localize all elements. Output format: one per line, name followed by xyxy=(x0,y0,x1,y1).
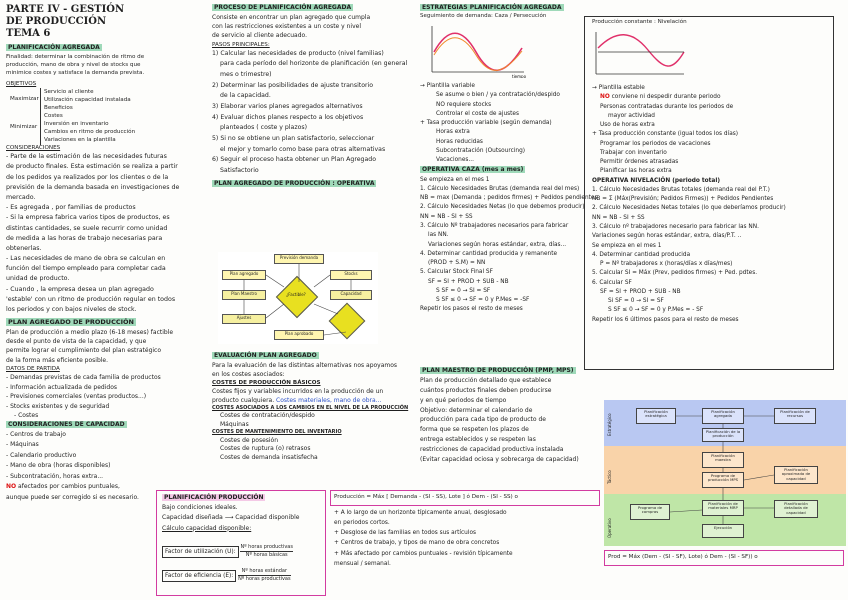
text-line: función del tiempo empleado para completar cada xyxy=(6,265,166,273)
list-item: 5) Si no se obtiene un plan satisfactorio, seleccionar xyxy=(212,134,375,142)
text-line: SF = SI + PROD + SUB - NB xyxy=(428,278,509,285)
text-line: 6. Calcular SF xyxy=(592,279,632,286)
maximizar-label: Maximizar xyxy=(10,96,39,103)
text-line: 4. Determinar cantidad producida y remanente xyxy=(420,250,558,257)
text-line: afectados por cambios puntuales, xyxy=(18,483,120,491)
text-line: 1. Cálculo Necesidades Brutas totales (demanda real del P.T.) xyxy=(592,186,770,193)
text-line: forma que se respeten los plazos de xyxy=(420,426,529,434)
text-line: unidad de producto. xyxy=(6,275,70,283)
text-line: Bajo condiciones ideales. xyxy=(162,504,238,512)
text-line: con las restricciones existentes a un coste y nivel xyxy=(212,22,361,30)
hierarchy-diagram xyxy=(604,400,846,546)
column-4-body xyxy=(592,84,786,325)
text-line: Para la evaluación de las distintas alternativas nos apoyamos xyxy=(212,361,398,369)
text-line: Consiste en encontrar un plan agregado que cumpla xyxy=(212,13,371,21)
text-line: Si SF = 0 → SI = SF xyxy=(608,298,664,305)
text-line: Repetir los pasos el resto de meses xyxy=(420,306,523,313)
text-line: Capacidad disponible xyxy=(235,514,300,522)
section-heading-plan-agregado: PLAN AGREGADO DE PRODUCCIÓN xyxy=(8,318,134,327)
text-line: → Plantilla variable xyxy=(420,83,475,89)
text-line: Costes de posesión xyxy=(220,436,279,444)
text-line: Se asume o bien / ya contratación/despido xyxy=(436,92,560,99)
factor2-label: Factor de eficiencia (E): xyxy=(162,570,236,582)
text-line: y en qué periodos de tiempo xyxy=(420,396,507,404)
text-line: Repetir los 6 últimos pasos para el resto de meses xyxy=(592,316,739,323)
factor1-numerator: Nº horas productivas xyxy=(240,544,292,552)
text-line: Se empieza en el mes 1 xyxy=(592,242,662,249)
section-heading-capacidad: CONSIDERACIONES DE CAPACIDAD xyxy=(8,420,125,428)
section-heading-estrategias: ESTRATEGIAS PLANIFICACIÓN AGREGADA xyxy=(422,4,562,11)
text-line: mayor actividad xyxy=(608,112,655,119)
list-item: planteados ( coste y plazos) xyxy=(220,124,308,132)
flow-node: Plan agregado xyxy=(222,270,266,280)
flow-node: Planificación aproximada de capacidad xyxy=(774,466,818,484)
text-line: Subcontratación (Outsourcing) xyxy=(436,147,526,154)
hierarchy-connectors xyxy=(604,400,846,546)
text-line: en los costes asociados: xyxy=(212,370,285,378)
list-item: el mejor y tomarlo como base para otras alternativas xyxy=(220,145,386,153)
list-item: Costes xyxy=(44,113,63,120)
band-label: Estratégico xyxy=(607,413,612,436)
list-item: - Máquinas xyxy=(6,441,39,449)
text-line: SF = SI + PROD + SUB - NB xyxy=(600,288,681,295)
text-line: + Tasa producción constante (igual todos los días) xyxy=(592,131,739,138)
band-label: Operativo xyxy=(607,518,612,538)
nivelacion-title: Producción constante : Nivelación xyxy=(592,19,687,25)
formula-text: Prod = Máx (Dem - (SI - SF), Lote) ó Dem - (SI - SF)) o xyxy=(608,554,758,560)
costes3-label: COSTES DE MANTENIMIENTO DEL INVENTARIO xyxy=(212,429,342,436)
factor1-denominator: Nº horas básicas xyxy=(245,552,288,559)
list-item: - Centros de trabajo xyxy=(6,430,66,438)
list-item: Utilización capacidad instalada xyxy=(44,97,131,104)
text-line: 1. Cálculo Necesidades Brutas (demanda real del mes) xyxy=(420,185,580,192)
text-line: NO requiere stocks xyxy=(436,101,492,108)
section-heading-pmp: PLAN MAESTRO DE PRODUCCIÓN (PMP, MPS) xyxy=(422,367,574,374)
column-2 xyxy=(212,4,407,188)
text-line: Planificar las horas extra xyxy=(600,168,672,175)
flow-node: Plan aprobado xyxy=(274,330,324,340)
datos-label: DATOS DE PARTIDA xyxy=(6,365,60,372)
flow-node: Programa de producción MPS xyxy=(702,472,744,488)
text-line: restricciones de capacidad productiva instalada xyxy=(420,446,564,454)
text-line: entrega establecidos y se respeten las xyxy=(420,436,536,444)
text-line: Programar los periodos de vacaciones xyxy=(600,140,711,147)
text-line: 2. Cálculo Necesidades Netas (lo que debemos producir) xyxy=(420,204,585,211)
text-line: + Centros de trabajo, y tipos de mano de obra concretos xyxy=(334,540,500,547)
list-item: - Información actualizada de pedidos xyxy=(6,383,118,391)
list-item: - Mano de obra (horas disponibles) xyxy=(6,462,111,470)
list-item: - Calendario productivo xyxy=(6,451,77,459)
list-item: Servicio al cliente xyxy=(44,89,94,96)
text-line: Plan de producción detallado que establece xyxy=(420,376,552,384)
text-line: Costes fijos y variables incurridos en la producción de un xyxy=(212,387,384,395)
no-label: NO xyxy=(600,94,610,101)
text-line: los periodos y con bajos niveles de stock. xyxy=(6,306,137,314)
list-item: 3) Elaborar varios planes agregados alternativos xyxy=(212,102,363,110)
section-heading-agregada: PLANIFICACIÓN AGREGADA xyxy=(8,44,100,51)
text-line: mercado. xyxy=(6,193,36,201)
text-line: 5. Calcular Stock Final SF xyxy=(420,269,493,276)
consideraciones-label: CONSIDERACIONES xyxy=(6,145,61,152)
text-line: Se empieza en el mes 1 xyxy=(420,176,490,183)
text-line: 3. Cálculo Nº trabajadores necesarios para fabricar xyxy=(420,222,569,229)
list-item: 1) Calcular las necesidades de producto (nivel familias) xyxy=(212,49,384,57)
flow-node: Planificación de recursos xyxy=(774,408,816,424)
text-line: desde el punto de vista de la capacidad, y que xyxy=(6,337,147,345)
text-line: - Si la empresa fabrica varios tipos de productos, es xyxy=(6,214,170,222)
text-line: 3. Cálculo nº trabajadores necesario para fabricar las NN. xyxy=(592,223,759,230)
text-line: + Tasa producción variable (según demanda) xyxy=(420,120,552,127)
list-item: de la capacidad. xyxy=(220,92,271,100)
section-heading-op-nivelacion: OPERATIVA NIVELACIÓN (periodo total) xyxy=(592,177,720,184)
list-item: Inversión en inventario xyxy=(44,121,109,128)
text-line: distintas cantidades, se suele recurrir como unidad xyxy=(6,224,168,232)
list-item: - Previsiones comerciales (ventas productos...) xyxy=(6,393,147,401)
text-line: Controlar el coste de ajustes xyxy=(436,110,519,117)
section-heading-pc: PLANIFICACIÓN PRODUCCIÓN xyxy=(164,494,264,501)
text-line: Uso de horas extra xyxy=(600,122,655,129)
text-line: Cálculo capacidad disponible: xyxy=(162,524,252,532)
factor-utilizacion xyxy=(162,544,293,560)
flow-node: Planificación maestra xyxy=(702,452,744,468)
flow-node: Previsión demanda xyxy=(274,254,324,264)
text-line: Plan de producción a medio plazo (6-18 meses) factible xyxy=(6,328,174,336)
text-line: Máquinas xyxy=(220,420,249,428)
factor1-label: Factor de utilización (U): xyxy=(162,546,239,558)
caza-graph xyxy=(428,22,528,78)
list-item: - Demandas previstas de cada familia de productos xyxy=(6,373,161,381)
no-label: NO xyxy=(6,483,17,491)
text-line: NB = max (Demanda ; pedidos firmes) + Pedidos pendientes xyxy=(420,195,598,202)
column-3 xyxy=(420,4,564,21)
flow-node: Planificación agregada xyxy=(702,408,744,424)
text-line: Trabajar con inventario xyxy=(600,149,667,156)
graph-axis-label: tiempo xyxy=(512,74,527,78)
text-line: producción para cada tipo de producto de xyxy=(420,416,546,424)
text-line: cuántos productos finales deben producirse xyxy=(420,386,552,394)
text-line: de servicio al cliente adecuado. xyxy=(212,32,308,40)
text-line: S SF ≤ 0 → SF = 0 y P.Mes = - SF xyxy=(608,307,704,314)
section-heading-evaluacion: EVALUACIÓN PLAN AGREGADO xyxy=(214,352,317,359)
produccion-notes xyxy=(334,508,513,569)
list-item: para cada período del horizonte de planificación (en general xyxy=(220,60,408,68)
text-line-blue: Costes materiales, mano de obra... xyxy=(276,396,382,404)
text-line: Costes de contratación/despido xyxy=(220,412,315,420)
text-line: en periodos cortos. xyxy=(334,520,390,527)
text-line: obtenerlas. xyxy=(6,244,42,252)
text-line: → Plantilla estable xyxy=(592,85,645,91)
pasos-label: PASOS PRINCIPALES: xyxy=(212,41,270,48)
column-2-lower xyxy=(212,352,408,463)
list-item: 6) Seguir el proceso hasta obtener un Plan Agregado xyxy=(212,156,376,164)
text-line: + A lo largo de un horizonte típicamente anual, desglosado xyxy=(334,510,507,516)
produccion-formula: Producción = Máx [ Demanda - (SI - SS), Lote ] ó Dem - (SI - SS) o xyxy=(334,494,518,500)
page-title: PARTE IV - GESTIÓN DE PRODUCCIÓN TEMA 6 xyxy=(6,4,125,39)
text-line: previsión de la demanda basada en investigaciones de xyxy=(6,183,180,191)
flow-node: Planificación de materiales MRP xyxy=(702,500,744,516)
text-line: + Más afectado por cambios puntuales - revisión típicamente xyxy=(334,550,513,557)
text-line: Personas contratadas durante los periodos de xyxy=(600,103,734,110)
text-line: Costes de demanda insatisfecha xyxy=(220,454,318,462)
flow-node: ¿Factible? xyxy=(286,292,306,297)
text-line: Horas extra xyxy=(436,129,470,136)
minimizar-label: Minimizar xyxy=(10,124,38,131)
factor-eficiencia xyxy=(162,568,291,584)
list-item: - Subcontratación, horas extra... xyxy=(6,472,104,480)
text-line: - Parte de la estimación de las necesidades futuras xyxy=(6,153,167,161)
text-line: permite lograr el cumplimiento del plan estratégico xyxy=(6,347,162,355)
operativa-diagram xyxy=(218,252,378,344)
list-item: - Costes xyxy=(14,412,39,420)
list-item: 2) Determinar las posibilidades de ajuste transitorio xyxy=(212,81,374,89)
list-item: Satisfactorio xyxy=(220,166,259,174)
flow-connectors xyxy=(218,252,378,344)
list-item: mes o trimestre) xyxy=(220,71,272,78)
flow-node: Plan Maestro xyxy=(222,290,266,300)
text-line: Variaciones según horas estándar, extra, días/P.T. .. xyxy=(592,233,742,240)
flow-node: Capacidad xyxy=(330,290,372,300)
planificacion-produccion: PLANIFICACIÓN PRODUCCIÓN Bajo condiciones ideales. Capacidad diseñada ⟶ Capacidad disponible Cálculo capacidad disponible: xyxy=(162,493,299,534)
text-line: de producto finales. Esta estimación se realiza a partir xyxy=(6,163,178,171)
band-label: Táctico xyxy=(607,470,612,484)
text-line: 4. Determinar cantidad producida xyxy=(592,251,691,258)
flow-node: Programa de compras xyxy=(630,504,670,520)
list-item: 4) Evaluar dichos planes respecto a los objetivos xyxy=(212,113,364,121)
text-line: + Desglose de las familias en todos sus artículos xyxy=(334,530,477,537)
text-line: conviene ni despedir durante periodo xyxy=(611,94,721,101)
column-1 xyxy=(6,4,179,503)
text-line: S SF = 0 → SI = SF xyxy=(436,287,491,294)
pmp-section xyxy=(420,366,579,465)
intro-line: Finalidad: determinar la combinación de ritmo de xyxy=(6,53,145,60)
objetivos-label: OBJETIVOS xyxy=(6,81,37,88)
flow-node: Planificación de la producción xyxy=(702,428,744,442)
text-line: NB = Σ (Máx(Previsión; Pedidos Firmes)) + Pedidos Pendientes xyxy=(592,196,774,203)
section-heading-proceso: PROCESO DE PLANIFICACIÓN AGREGADA xyxy=(214,4,352,11)
text-line: producto cualquiera. xyxy=(212,396,277,404)
intro-line: minimice costes y satisface la demanda prevista. xyxy=(6,69,145,76)
text-line: Permitir órdenes atrasadas xyxy=(600,159,679,166)
text-line: Objetivo: determinar el calendario de xyxy=(420,406,533,414)
list-item: - Stocks existentes y de seguridad xyxy=(6,402,110,410)
nivelacion-graph xyxy=(592,28,688,80)
text-line: de medida a las horas de trabajo necesarias para xyxy=(6,234,163,242)
text-line: Variaciones según horas estándar, extra, días... xyxy=(428,241,567,248)
intro-line: producción, mano de obra y nivel de stocks que xyxy=(6,61,141,68)
text-line: de los pedidos ya realizados por los clientes o de la xyxy=(6,173,169,181)
flow-node: Ejecución xyxy=(702,524,744,538)
seguimiento-label: Seguimiento de demanda: Caza / Persecución xyxy=(420,12,547,19)
text-line: (PROD + S.M) = NN xyxy=(428,260,486,267)
factor2-denominator: Nº horas productivas xyxy=(238,576,291,583)
text-line: - Cuando , la empresa desea un plan agregado xyxy=(6,285,154,293)
text-line: las NN. xyxy=(428,232,449,239)
costes2-label: COSTES ASOCIADOS A LOS CAMBIOS EN EL NIVEL DE LA PRODUCCIÓN xyxy=(212,404,409,411)
list-item: Variaciones en la plantilla xyxy=(44,137,116,144)
text-line: P = Nº trabajadores x (horas/días x días/mes) xyxy=(600,261,733,268)
text-line: 2. Cálculo Necesidades Netas totales (lo que deberíamos producir) xyxy=(592,205,786,212)
section-heading-operativa-caza: OPERATIVA CAZA (mes a mes) xyxy=(422,166,524,174)
text-line: 'estable' con un ritmo de producción regular en todos xyxy=(6,295,176,303)
text-line: 5. Calcular SI = Máx (Prev, pedidos firmes) + Ped. pdtes. xyxy=(592,270,758,277)
text-line: NN = NB - SI + SS xyxy=(592,214,645,221)
text-line: Capacidad diseñada xyxy=(162,514,223,522)
costes-label: COSTES DE PRODUCCIÓN BÁSICOS xyxy=(212,379,321,386)
text-line: - Es agregada , por familias de productos xyxy=(6,204,136,212)
text-line: - Las necesidades de mano de obra se calculan en xyxy=(6,255,166,263)
text-line: de la forma más eficiente posible. xyxy=(6,356,109,364)
text-line: Horas reducidas xyxy=(436,138,483,145)
text-line: aunque puede ser corregido si es necesario. xyxy=(6,493,139,501)
section-heading-operativa: PLAN AGREGADO DE PRODUCCIÓN : OPERATIVA xyxy=(214,179,375,187)
text-line: S SF ≤ 0 → SF = 0 y P.Mes = -SF xyxy=(436,297,530,304)
column-3-body xyxy=(420,82,598,315)
text-line: mensual / semanal. xyxy=(334,560,391,567)
factor2-numerator: Nº horas estándar xyxy=(238,568,290,576)
flow-node: Stocks xyxy=(330,270,372,280)
flow-node: Planificación detallada de capacidad xyxy=(774,500,818,518)
text-line: NN = NB - SI + SS xyxy=(420,213,473,220)
list-item: Cambios en ritmo de producción xyxy=(44,129,136,136)
flow-node: Ajustes xyxy=(222,314,266,324)
text-line: Vacaciones... xyxy=(436,157,474,164)
text-line: (Evitar capacidad ociosa y sobrecarga de capacidad) xyxy=(420,456,579,464)
list-item: Beneficios xyxy=(44,105,73,112)
flow-node: Planificación estratégica xyxy=(636,408,676,424)
text-line: Costes de ruptura (o) retrasos xyxy=(220,445,311,453)
